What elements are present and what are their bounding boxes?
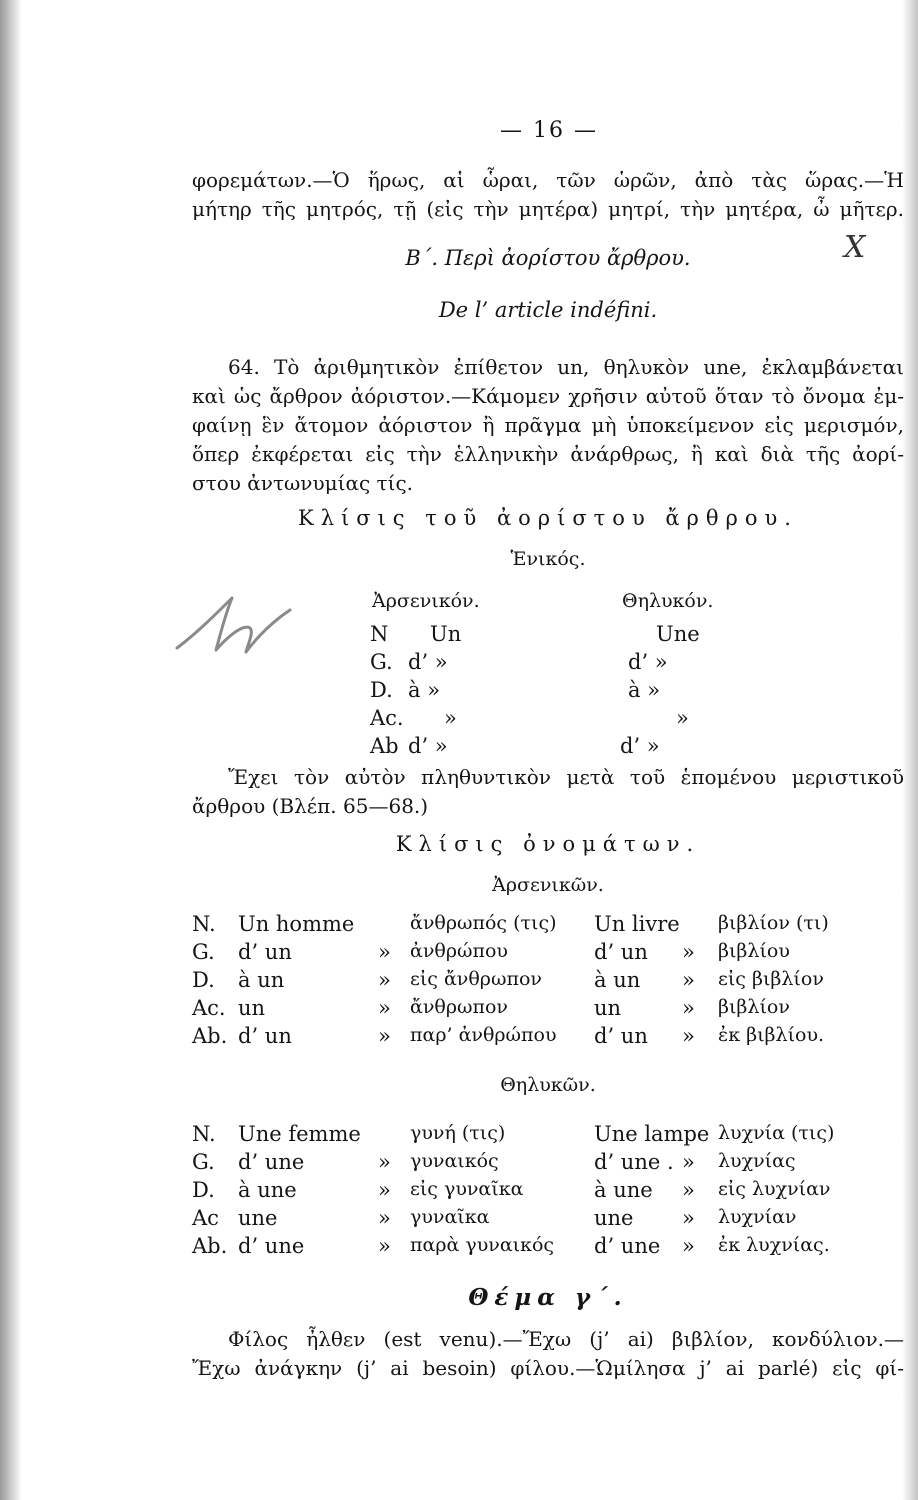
intro-line-2: μήτηρ τῆς μητρός, τῇ (εἰς τὴν μητέρα) μητρί, τὴν μητέρα, ὦ μῆτερ. (192, 197, 904, 221)
margin-mark: X (844, 230, 866, 265)
art-fem-4: » (676, 706, 689, 730)
handwritten-scrawl (172, 588, 297, 656)
masc-noun-row-1-case: N. (192, 912, 216, 936)
masc-noun-row-5-fr2: d’ un (594, 1024, 648, 1048)
masc-noun-row-3-gr1: εἰς ἄνθρωπον (410, 968, 542, 990)
masc-noun-row-5-case: Ab. (192, 1024, 228, 1048)
art-case-4: Ac. (370, 706, 404, 730)
fem-noun-row-2-fr2: d’ une . (594, 1150, 674, 1174)
exercise-line-2: Ἔχω ἀνάγκην (j’ ai besoin) φίλου.—Ὡμίλησα j’ ai parlé) εἰς φί- (192, 1356, 904, 1380)
masc-noun-row-1-gr2: βιβλίον (τι) (718, 912, 829, 934)
masc-header: Ἀρσενικόν. (372, 590, 480, 612)
masc-noun-row-3-fr1: à un (238, 968, 285, 992)
fem-noun-row-4-q1: » (378, 1206, 391, 1230)
fem-noun-row-1-fr1: Une femme (238, 1122, 361, 1146)
masc-noun-row-2-gr1: ἀνθρώπου (410, 940, 508, 962)
masc-noun-row-4-case: Ac. (192, 996, 226, 1020)
masc-noun-row-4-gr1: ἄνθρωπον (410, 996, 508, 1018)
art-masc-5: d’ » (408, 734, 448, 758)
art-case-3: D. (370, 678, 393, 702)
masc-noun-row-3-case: D. (192, 968, 215, 992)
fem-noun-row-1-case: N. (192, 1122, 216, 1146)
fem-noun-row-4-case: Ac (192, 1206, 219, 1230)
para64-line-1: 64. Τὸ ἀριθμητικὸν ἐπίθετον un, θηλυκὸν une, ἐκλαμβάνεται (228, 355, 904, 379)
fem-noun-row-1-gr2: λυχνία (τις) (718, 1122, 835, 1144)
fem-noun-row-2-q2: » (682, 1150, 695, 1174)
masc-noun-row-1-fr2: Un livre (594, 912, 680, 936)
page-right-shadow (902, 0, 918, 1500)
masc-noun-row-5-gr1: παρ’ ἀνθρώπου (410, 1024, 557, 1046)
masc-noun-row-3-gr2: εἰς βιβλίον (718, 968, 824, 990)
fem-noun-row-4-gr1: γυναῖκα (410, 1206, 490, 1228)
fem-noun-row-5-gr2: ἐκ λυχνίας. (718, 1234, 830, 1256)
fem-noun-row-3-q1: » (378, 1178, 391, 1202)
nouns-declension-title: Κλίσις ὀνομάτων. (395, 832, 701, 856)
fem-header: Θηλυκόν. (622, 590, 714, 612)
masc-noun-row-1-gr1: ἄνθρωπός (τις) (410, 912, 557, 934)
art-case-2: G. (370, 650, 393, 674)
masculine-label: Ἀρσενικῶν. (492, 874, 604, 896)
fem-noun-row-2-gr2: λυχνίας (718, 1150, 796, 1172)
masc-noun-row-5-gr2: ἐκ βιβλίου. (718, 1024, 825, 1046)
masc-noun-row-3-fr2: à un (594, 968, 641, 992)
masc-noun-row-1-fr1: Un homme (238, 912, 355, 936)
fem-noun-row-4-gr2: λυχνίαν (718, 1206, 797, 1228)
masc-noun-row-4-fr2: un (594, 996, 622, 1020)
article-declension-title: Κλίσις τοῦ ἀορίστου ἄρθρου. (298, 506, 798, 530)
fem-noun-row-4-q2: » (682, 1206, 695, 1230)
masc-noun-row-4-q1: » (378, 996, 391, 1020)
fem-noun-row-3-fr1: à une (238, 1178, 297, 1202)
masc-noun-row-3-q2: » (682, 968, 695, 992)
exercise-line-1: Φίλος ἦλθεν (est venu).—Ἔχω (j’ ai) βιβλίον, κονδύλιον.— (228, 1327, 904, 1351)
intro-line-1: φορεμάτων.—Ὁ ἥρως, αἱ ὧραι, τῶν ὡρῶν, ἀπὸ τὰς ὥρας.—Ἡ (192, 168, 904, 192)
masc-noun-row-2-gr2: βιβλίου (718, 940, 790, 962)
masc-noun-row-2-q1: » (378, 940, 391, 964)
masc-noun-row-2-q2: » (682, 940, 695, 964)
art-masc-3: à » (408, 678, 441, 702)
art-masc-2: d’ » (408, 650, 448, 674)
fem-noun-row-5-gr1: παρὰ γυναικός (410, 1234, 555, 1256)
fem-noun-row-5-case: Ab. (192, 1234, 228, 1258)
masc-noun-row-3-q1: » (378, 968, 391, 992)
masc-noun-row-4-fr1: un (238, 996, 266, 1020)
fem-noun-row-5-q1: » (378, 1234, 391, 1258)
fem-noun-row-3-case: D. (192, 1178, 215, 1202)
masc-noun-row-2-fr1: d’ un (238, 940, 292, 964)
section-title-greek: Β΄. Περὶ ἀορίστου ἄρθρου. (405, 246, 691, 270)
feminine-label: Θηλυκῶν. (500, 1074, 596, 1096)
art-fem-1: Une (656, 622, 700, 646)
masc-noun-row-5-fr1: d’ un (238, 1024, 292, 1048)
masc-noun-row-5-q2: » (682, 1024, 695, 1048)
fem-noun-row-4-fr1: une (238, 1206, 278, 1230)
para64-line-4: ὅπερ ἐκφέρεται εἰς τὴν ἑλληνικὴν ἀνάρθρως, ἢ καὶ διὰ τῆς ἀορί- (192, 442, 904, 466)
art-fem-2: d’ » (628, 650, 668, 674)
art-case-5: Ab (370, 734, 399, 758)
art-case-1: N (370, 622, 389, 646)
fem-noun-row-1-gr1: γυνή (τις) (410, 1122, 506, 1144)
section-title-french: De l’ article indéfini. (438, 298, 658, 322)
fem-noun-row-3-gr1: εἰς γυναῖκα (410, 1178, 524, 1200)
fem-noun-row-2-gr1: γυναικός (410, 1150, 499, 1172)
fem-noun-row-2-fr1: d’ une (238, 1150, 305, 1174)
fem-noun-row-2-case: G. (192, 1150, 215, 1174)
fem-noun-row-5-q2: » (682, 1234, 695, 1258)
fem-noun-row-3-q2: » (682, 1178, 695, 1202)
fem-noun-row-3-gr2: εἰς λυχνίαν (718, 1178, 831, 1200)
masc-noun-row-2-fr2: d’ un (594, 940, 648, 964)
plural-note-line-1: Ἔχει τὸν αὐτὸν πληθυντικὸν μετὰ τοῦ ἑπομένου μεριστικοῦ (228, 765, 904, 789)
masc-noun-row-2-case: G. (192, 940, 215, 964)
art-fem-3: à » (628, 678, 661, 702)
fem-noun-row-5-fr2: d’ une (594, 1234, 661, 1258)
fem-noun-row-5-fr1: d’ une (238, 1234, 305, 1258)
exercise-title: Θέμα γ΄. (468, 1284, 628, 1311)
para64-line-5: στου ἀντωνυμίας τίς. (192, 471, 413, 495)
page-left-shadow (0, 0, 22, 1500)
fem-noun-row-3-fr2: à une (594, 1178, 653, 1202)
masc-noun-row-4-q2: » (682, 996, 695, 1020)
art-fem-5: d’ » (620, 734, 660, 758)
fem-noun-row-4-fr2: une (594, 1206, 634, 1230)
masc-noun-row-4-gr2: βιβλίον (718, 996, 790, 1018)
para64-line-3: φαίνῃ ἓν ἄτομον ἀόριστον ἢ πρᾶγμα μὴ ὑποκείμενον εἰς μερισμόν, (192, 413, 904, 437)
masc-noun-row-5-q1: » (378, 1024, 391, 1048)
page-number: — 16 — (500, 118, 598, 143)
plural-note-line-2: ἄρθρου (Βλέπ. 65—68.) (192, 794, 429, 818)
singular-label: Ἑνικός. (510, 548, 586, 570)
art-masc-1: Un (430, 622, 462, 646)
fem-noun-row-2-q1: » (378, 1150, 391, 1174)
art-masc-4: » (444, 706, 457, 730)
para64-line-2: καὶ ὡς ἄρθρον ἀόριστον.—Κάμομεν χρῆσιν αὐτοῦ ὅταν τὸ ὄνομα ἐμ- (192, 384, 904, 408)
fem-noun-row-1-fr2: Une lampe (594, 1122, 710, 1146)
